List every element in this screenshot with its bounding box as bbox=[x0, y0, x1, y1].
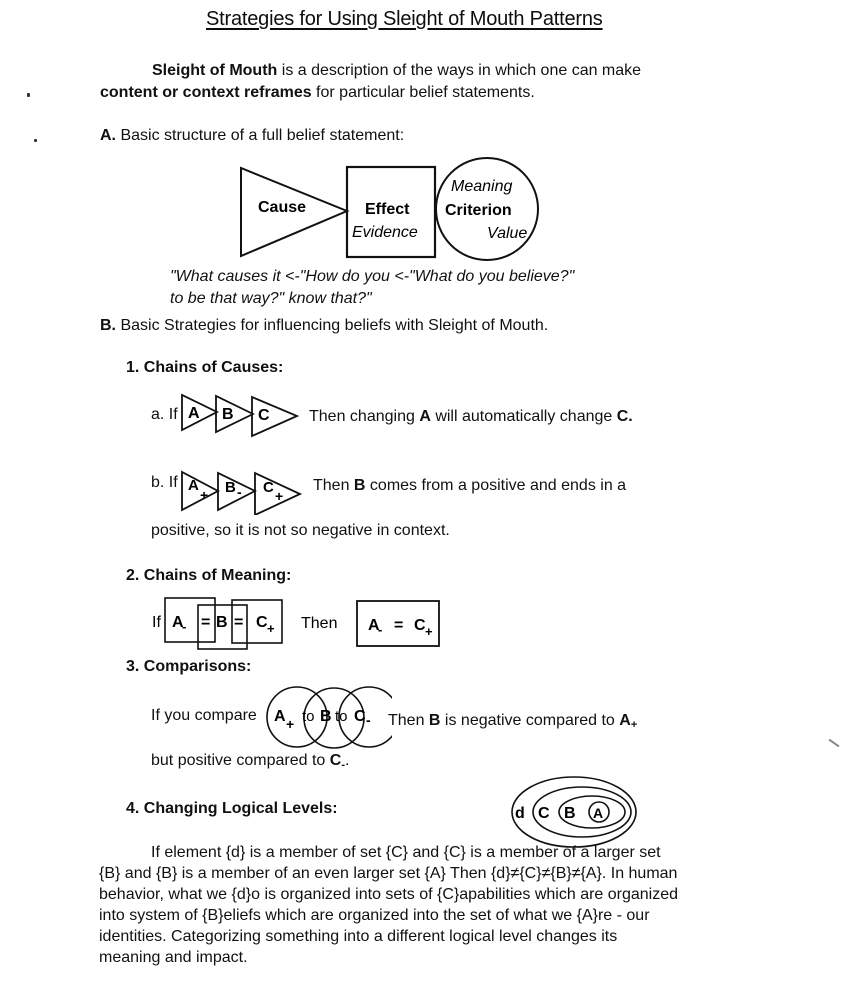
page-title: Strategies for Using Sleight of Mouth Patterns bbox=[206, 8, 603, 30]
scan-speck bbox=[34, 139, 37, 142]
comparisons-line-2 bbox=[151, 752, 349, 771]
comparisons-diagram bbox=[262, 685, 392, 751]
compare-c: C bbox=[354, 708, 366, 725]
causes-a-bold-a: A bbox=[419, 408, 431, 425]
causes-b-text bbox=[313, 477, 626, 495]
causes-b-bold-b: B bbox=[353, 477, 366, 494]
meaning-b: B bbox=[216, 614, 228, 631]
questions-line-2: to be that way?" know that?" bbox=[170, 290, 372, 307]
intro-line-1 bbox=[152, 60, 641, 81]
cause-node-c-label: C bbox=[258, 407, 270, 424]
comparisons-line-2-sign: - bbox=[341, 759, 345, 771]
causes-b-text-pre: Then bbox=[313, 477, 354, 494]
intro-line-2 bbox=[100, 82, 535, 103]
meaning-result-a: A bbox=[368, 617, 380, 634]
comparisons-heading: 3. Comparisons: bbox=[126, 658, 252, 675]
section-b-letter: B. bbox=[100, 317, 116, 334]
meaning-result-c-sign: + bbox=[425, 624, 433, 639]
meaning-eq-2: = bbox=[234, 614, 244, 631]
section-a-letter: A. bbox=[100, 127, 116, 144]
compare-a-sign: + bbox=[286, 716, 295, 732]
compare-to-1: to bbox=[302, 708, 315, 725]
meaning-a-sign: - bbox=[182, 619, 187, 634]
causes-a-bold-c: C. bbox=[616, 408, 633, 425]
intro-text-2: for particular belief statements. bbox=[311, 84, 535, 101]
cause-node-c-label: C bbox=[263, 479, 274, 496]
set-c-label: C bbox=[538, 805, 550, 822]
causes-b-prefix: b. If bbox=[151, 474, 178, 491]
effect-label: Effect bbox=[365, 201, 410, 218]
causes-a-chain bbox=[180, 393, 310, 438]
cause-node-b-label: B bbox=[225, 479, 236, 496]
comparisons-text-mid: is negative compared to bbox=[440, 712, 620, 729]
comparisons-bold-a: A bbox=[619, 712, 631, 729]
cause-node-c-sign: + bbox=[275, 488, 284, 504]
comparisons-prefix: If you compare bbox=[151, 707, 257, 724]
meaning-c: C bbox=[256, 614, 268, 631]
compare-b: B bbox=[320, 708, 332, 725]
belief-structure-diagram bbox=[230, 155, 560, 270]
intro-text-1: is a description of the ways in which one can make bbox=[277, 62, 642, 79]
comparisons-text bbox=[388, 712, 637, 731]
meaning-prefix: If bbox=[152, 614, 161, 631]
compare-a: A bbox=[274, 708, 286, 725]
meaning-result-eq: = bbox=[394, 617, 404, 634]
section-a-heading bbox=[100, 127, 404, 145]
meaning-label: Meaning bbox=[451, 178, 513, 195]
logical-levels-heading: 4. Changing Logical Levels: bbox=[126, 800, 338, 817]
comparisons-line-2-end: . bbox=[345, 752, 350, 769]
cause-node-b-label: B bbox=[222, 406, 234, 423]
set-d-label: d bbox=[515, 805, 525, 822]
cause-label: Cause bbox=[258, 199, 307, 216]
term-sleight-of-mouth: Sleight of Mouth bbox=[152, 62, 278, 79]
meaning-result-a-sign: - bbox=[378, 622, 383, 637]
causes-b-chain bbox=[180, 470, 315, 515]
logical-levels-paragraph bbox=[99, 842, 679, 968]
compare-to-2: to bbox=[335, 708, 348, 725]
causes-a-prefix: a. If bbox=[151, 406, 178, 423]
meaning-eq-1: = bbox=[201, 614, 211, 631]
criterion-label: Criterion bbox=[445, 202, 512, 219]
section-b-text: Basic Strategies for influencing beliefs with Sleight of Mouth. bbox=[120, 317, 549, 334]
scan-mark bbox=[829, 739, 840, 748]
cause-node-a-sign: + bbox=[200, 487, 209, 503]
meaning-then: Then bbox=[301, 615, 338, 632]
chains-of-causes-heading: 1. Chains of Causes: bbox=[126, 359, 284, 376]
comparisons-line-2-bold-c: C bbox=[329, 752, 342, 769]
cause-node-b-sign: - bbox=[237, 484, 242, 500]
term-reframes: content or context reframes bbox=[100, 84, 312, 101]
logical-levels-paragraph-text: If element {d} is a member of set {C} and {C} is a member of a larger set {B} and {B} is a member of an even larger set {A} Then {d}≠{C}≠{B}≠{A}. In human behavior, what we {d}o is organized into sets of {C}apabilities which are organized into system of {B}eliefs which are organized into the set of what we {A}re - our identities. Categorizing something into a different logical level changes its meaning and impact. bbox=[99, 844, 679, 966]
cause-node-a-label: A bbox=[188, 477, 199, 494]
set-b-label: B bbox=[564, 805, 576, 822]
causes-a-text-pre: Then changing bbox=[309, 408, 420, 425]
section-b-heading bbox=[100, 317, 548, 335]
evidence-label: Evidence bbox=[352, 224, 418, 241]
questions-line-1: "What causes it <-"How do you <-"What do you believe?" bbox=[170, 268, 575, 285]
set-a-label: A bbox=[593, 805, 604, 821]
comparisons-text-pre: Then bbox=[388, 712, 429, 729]
meaning-result-c: C bbox=[414, 617, 426, 634]
meaning-c-sign: + bbox=[267, 621, 275, 636]
causes-a-text bbox=[309, 408, 633, 426]
comparisons-bold-a-sign: + bbox=[630, 719, 638, 731]
chains-of-meaning-heading: 2. Chains of Meaning: bbox=[126, 567, 292, 584]
chains-of-meaning-diagram bbox=[150, 595, 450, 655]
meaning-a: A bbox=[172, 614, 184, 631]
cause-node-a-label: A bbox=[188, 405, 200, 422]
causes-b-text-post: comes from a positive and ends in a bbox=[365, 477, 627, 494]
causes-b-line-2: positive, so it is not so negative in context. bbox=[151, 522, 450, 539]
causes-a-text-mid: will automatically change bbox=[430, 408, 617, 425]
value-label: Value bbox=[487, 225, 528, 242]
compare-c-sign: - bbox=[366, 712, 371, 728]
comparisons-bold-b: B bbox=[428, 712, 441, 729]
section-a-text: Basic structure of a full belief statement: bbox=[120, 127, 405, 144]
comparisons-line-2-pre: but positive compared to bbox=[151, 752, 330, 769]
scan-speck bbox=[27, 93, 30, 97]
